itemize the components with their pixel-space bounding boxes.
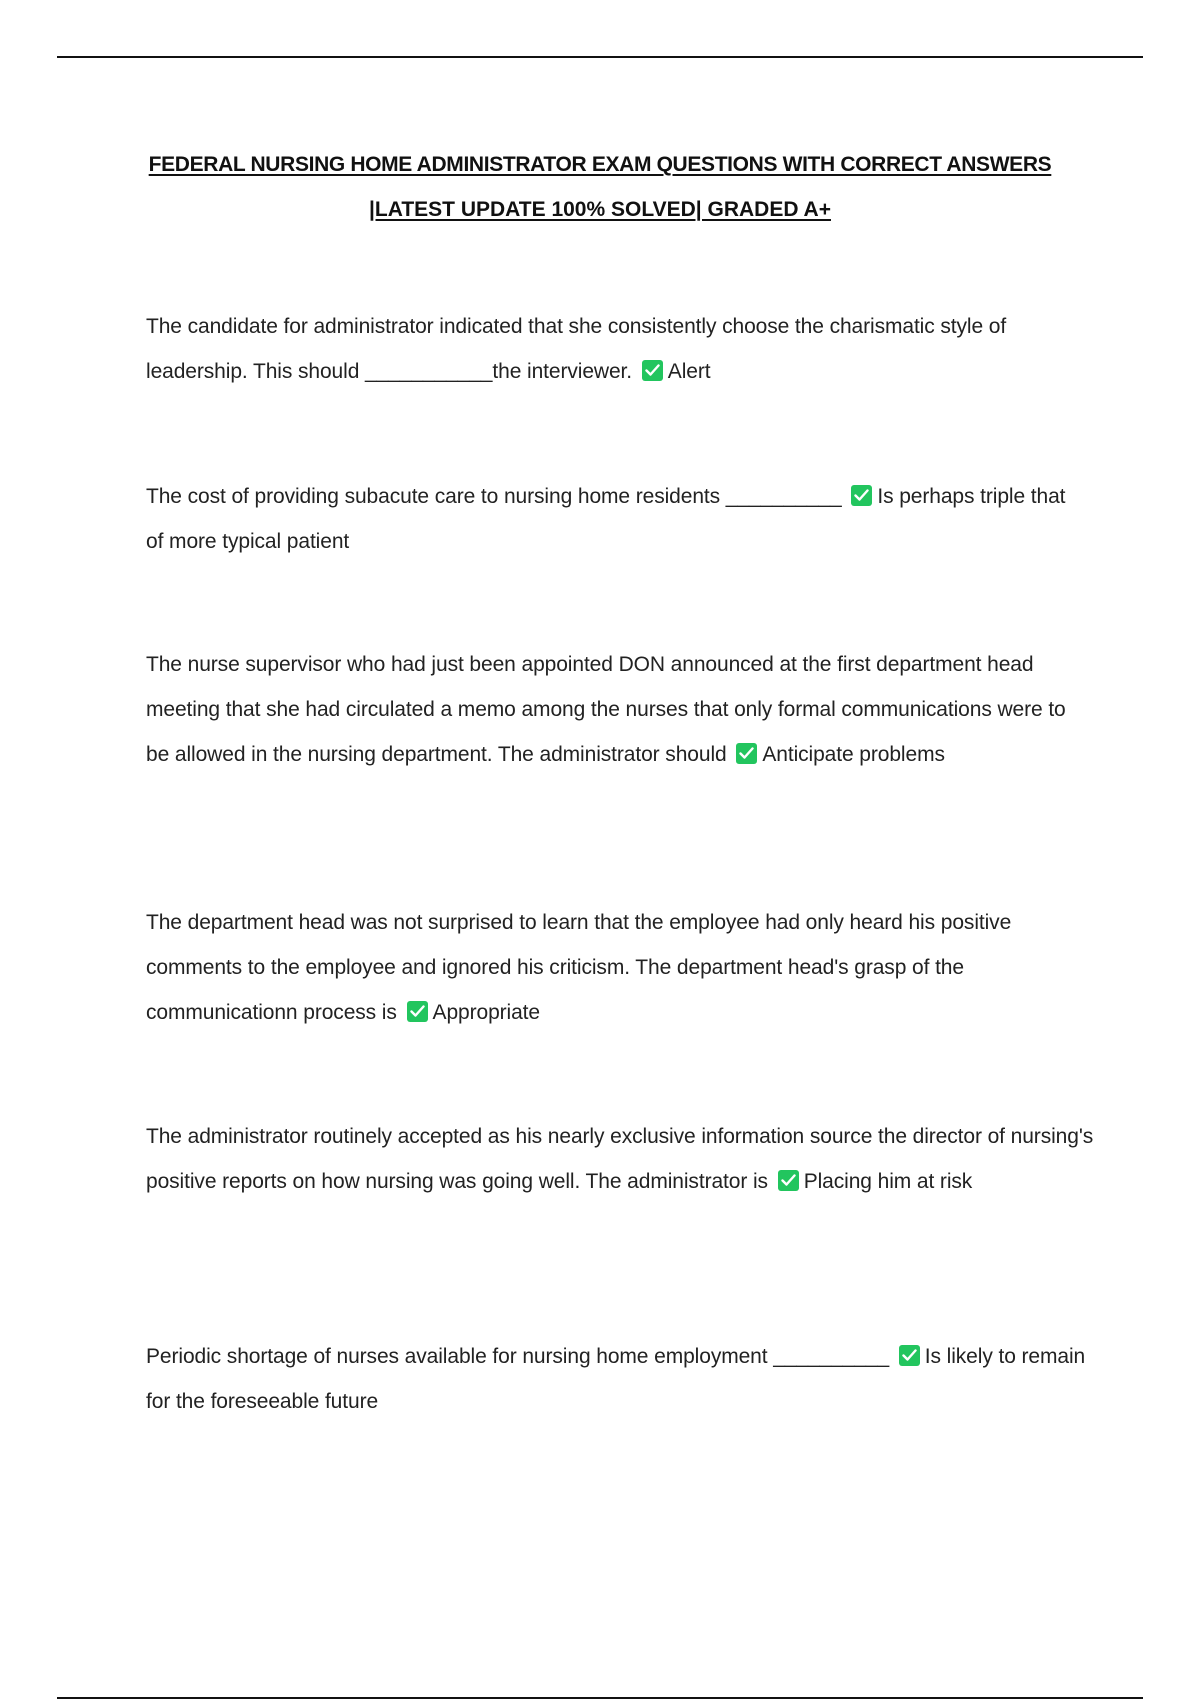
check-mark-icon (851, 485, 872, 506)
question-block (146, 304, 1096, 394)
check-mark-icon (407, 1001, 428, 1022)
question-text: The department head was not surprised to learn that the employee had only heard his positive comments to the employee and ignored his criticism. The department head's grasp of the communicationn process is (146, 911, 1012, 1024)
check-mark-icon (736, 743, 757, 764)
answer-text: Is perhaps triple that of more typical patient (146, 485, 1066, 553)
question-block (146, 474, 1086, 564)
question-text: The administrator routinely accepted as his nearly exclusive information source the director of nursing's positive reports on how nursing was going well. The administrator is (146, 1125, 1094, 1193)
question-text: The cost of providing subacute care to nursing home residents __________ (146, 485, 842, 508)
check-mark-icon (642, 360, 663, 381)
answer-text: Placing him at risk (803, 1170, 973, 1193)
answer-text: Alert (667, 360, 711, 383)
question-block (146, 1114, 1106, 1204)
document-title (0, 142, 1200, 232)
title-line-1: FEDERAL NURSING HOME ADMINISTRATOR EXAM QUESTIONS WITH CORRECT ANSWERS (148, 153, 1052, 176)
question-text: Periodic shortage of nurses available for nursing home employment __________ (146, 1345, 890, 1368)
question-text: The nurse supervisor who had just been appointed DON announced at the first department head meeting that she had circulated a memo among the nurses that only formal communications were to be allowed in the nursing department. The administrator should (146, 653, 1066, 766)
answer-text: Appropriate (432, 1001, 540, 1024)
question-block (146, 642, 1066, 777)
question-block (146, 1334, 1086, 1424)
question-text: The candidate for administrator indicated that she consistently choose the charismatic style of leadership. This should ___________the interviewer. (146, 315, 1007, 383)
footer-rule (57, 1697, 1143, 1699)
answer-text: Anticipate problems (762, 743, 945, 766)
title-line-2: |LATEST UPDATE 100% SOLVED| GRADED A+ (369, 198, 831, 221)
check-mark-icon (778, 1170, 799, 1191)
header-rule (57, 56, 1143, 58)
answer-text: Is likely to remain for the foreseeable future (146, 1345, 1086, 1413)
question-block (146, 900, 1096, 1035)
check-mark-icon (899, 1345, 920, 1366)
